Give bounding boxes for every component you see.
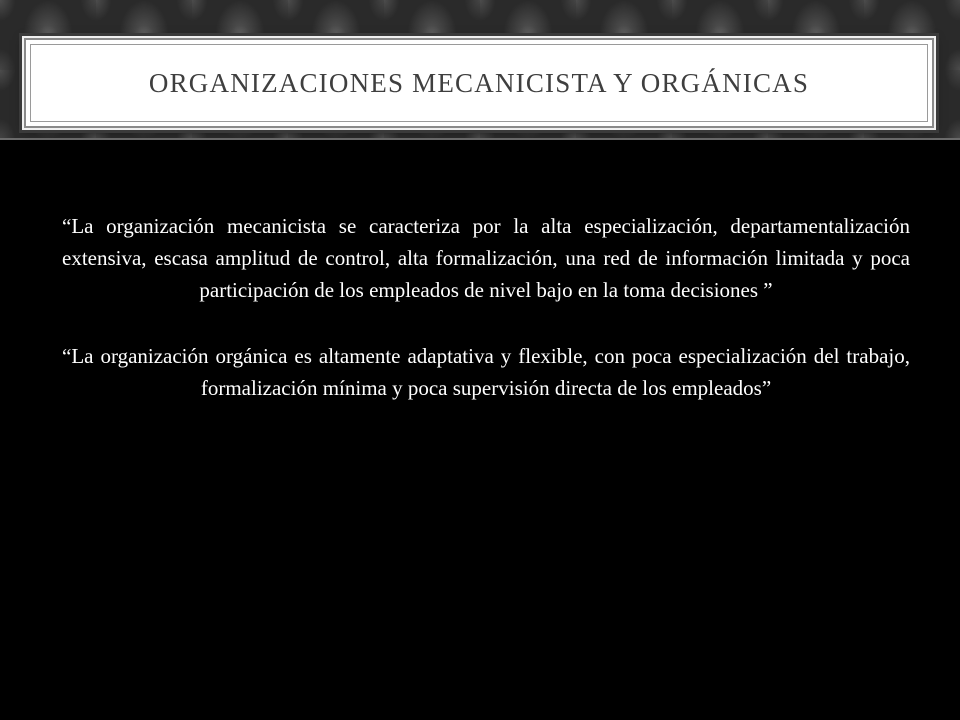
paragraph-mecanicista: “La organización mecanicista se caracteriza por la alta especialización, departamentalización extensiva, escasa amplitud de control, alta formalización, una red de información limitada y poca participación de los empleados de nivel bajo en la toma decisiones ” — [62, 214, 910, 302]
paragraph-organica: “La organización orgánica es altamente adaptativa y flexible, con poca especialización del trabajo, formalización mínima y poca supervisión directa de los empleados” — [62, 344, 910, 400]
title-box — [24, 38, 934, 128]
body-content — [62, 210, 910, 404]
slide-title: ORGANIZACIONES MECANICISTA Y ORGÁNICAS — [148, 67, 810, 98]
